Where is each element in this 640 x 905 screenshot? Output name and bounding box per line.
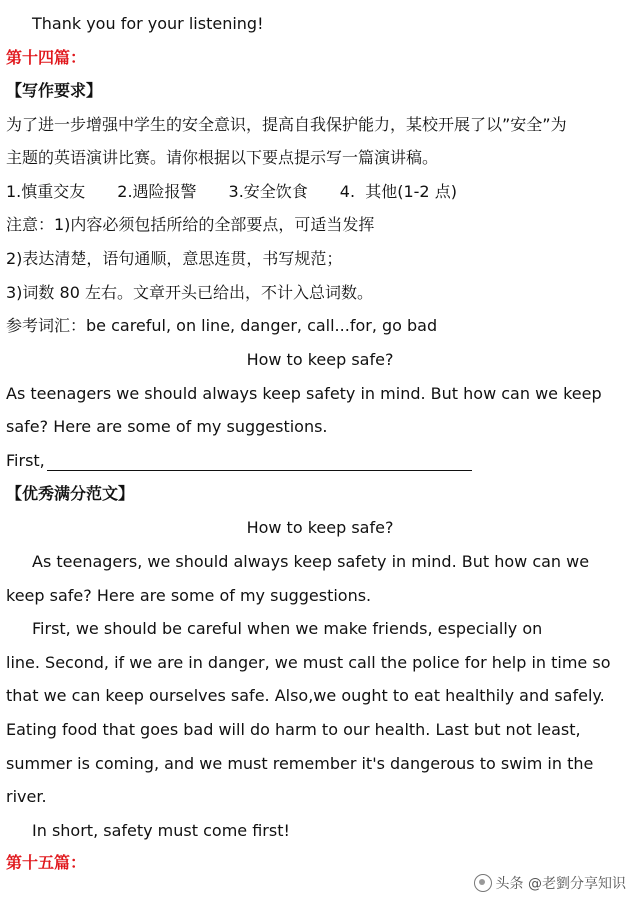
model-essay-title: How to keep safe? — [246, 518, 394, 537]
first-label: First, — [6, 451, 45, 470]
prompt-line-1: 为了进一步增强中学生的安全意识，提高自我保护能力，某校开展了以”安全”为 — [6, 115, 567, 134]
model-essay-heading: 【优秀满分范文】 — [6, 484, 135, 503]
section-15-heading: 第十五篇： — [6, 853, 87, 872]
answer-blank — [47, 452, 472, 471]
essay-line-6: Eating food that goes bad will do harm to our health. Last but not least, — [6, 720, 581, 739]
essay-line-2: keep safe? Here are some of my suggestions. — [6, 586, 372, 605]
essay-line-1: As teenagers, we should always keep safety in mind. But how can we — [32, 552, 590, 571]
writing-requirements-heading: 【写作要求】 — [6, 81, 103, 100]
prompt-intro-line-1: As teenagers we should always keep safety in mind. But how can we keep — [6, 384, 602, 403]
key-points-line: 1.慎重交友 2.遇险报警 3.安全饮食 4. 其他(1-2 点) — [6, 182, 457, 201]
reference-vocabulary: 参考词汇：be careful, on line, danger, call...for, go bad — [6, 316, 438, 335]
watermark — [474, 873, 626, 893]
note-line-2: 2)表达清楚，语句通顺，意思连贯，书写规范； — [6, 249, 343, 268]
essay-line-3: First, we should be careful when we make friends, especially on — [32, 619, 543, 638]
first-blank-line — [6, 451, 632, 471]
prompt-line-2: 主题的英语演讲比赛。请你根据以下要点提示写一篇演讲稿。 — [6, 148, 439, 167]
previous-closing-line: Thank you for your listening! — [32, 14, 264, 33]
essay-line-5: that we can keep ourselves safe. Also,we ought to eat healthily and safely. — [6, 686, 605, 705]
prompt-intro-line-2: safe? Here are some of my suggestions. — [6, 417, 328, 436]
note-line-3: 3)词数 80 左右。文章开头已给出，不计入总词数。 — [6, 283, 373, 302]
note-line-1: 注意：1)内容必须包括所给的全部要点，可适当发挥 — [6, 215, 375, 234]
essay-line-4: line. Second, if we are in danger, we must call the police for help in time so — [6, 653, 611, 672]
essay-line-8: river. — [6, 787, 47, 806]
watermark-text: 头条 @老劉分享知识 — [495, 876, 626, 892]
toutiao-logo-icon — [474, 874, 492, 892]
prompt-title: How to keep safe? — [246, 350, 394, 369]
section-14-heading: 第十四篇： — [6, 48, 87, 67]
essay-line-9: In short, safety must come first! — [32, 821, 290, 840]
essay-line-7: summer is coming, and we must remember it's dangerous to swim in the — [6, 754, 594, 773]
